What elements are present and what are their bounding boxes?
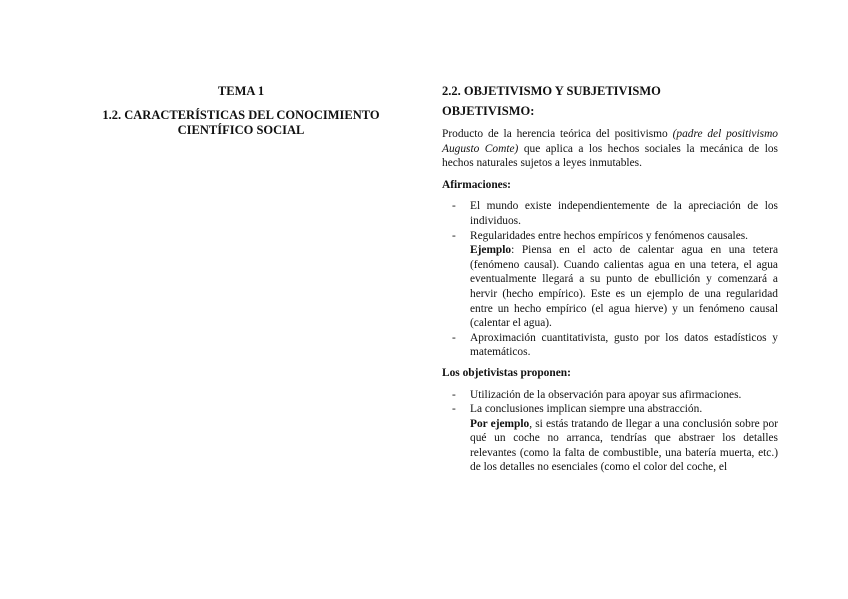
- example-text: : Piensa en el acto de calentar agua en una tetera (fenómeno causal). Cuando calientas agua en una tetera, el agua eventualmente llegará a su punto de ebullición y comenzará a hervir (hecho empírico). Este es un ejemplo de una regularidad entre un hecho empírico (el agua hierve) y un fenómeno causal (calentar el agua).: [470, 244, 778, 330]
- right-column: [442, 84, 778, 481]
- example-label: Por ejemplo: [470, 417, 530, 430]
- list-item: - Regularidades entre hechos empíricos y fenómenos causales.: [452, 229, 749, 242]
- proponen-list: [442, 388, 778, 476]
- list-item: - La conclusiones implican siempre una abstracción.: [452, 403, 703, 416]
- example-paragraph: [442, 417, 778, 475]
- list-item: - Utilización de la observación para apoyar sus afirmaciones.: [452, 388, 742, 401]
- example-text: , si estás tratando de llegar a una conclusión sobre por qué un coche no arranca, tendrías que abstraer los detalles relevantes (como la falta de combustible, una batería muerta, etc.) de los detalles no esenciales (como el color del coche, el: [470, 417, 778, 474]
- example-label: Ejemplo: [470, 244, 512, 257]
- intro-text-a: Producto de la herencia teórica del positivismo: [442, 128, 673, 140]
- subtitle: OBJETIVISMO:: [442, 104, 535, 118]
- proponen-label: Los objetivistas proponen:: [442, 366, 571, 379]
- example-paragraph: [442, 243, 778, 331]
- intro-paragraph: [442, 127, 778, 171]
- list-item: - El mundo existe independientemente de la apreciación de los individuos.: [452, 200, 778, 227]
- section-title: 2.2. OBJETIVISMO Y SUBJETIVISMO: [442, 84, 661, 98]
- list-item: - Aproximación cuantitativista, gusto por los datos estadísticos y matemáticos.: [452, 331, 778, 359]
- dash-marker: -: [452, 403, 456, 416]
- afirmaciones-label: Afirmaciones:: [442, 178, 511, 191]
- left-column: [96, 84, 386, 138]
- intro-text-italic: (padre del positivismo Augusto Comte): [442, 128, 778, 155]
- afirmaciones-list: [442, 199, 778, 360]
- section-heading: 1.2. CARACTERÍSTICAS DEL CONOCIMIENTO CIENTÍFICO SOCIAL: [102, 108, 380, 137]
- dash-marker: -: [452, 388, 456, 401]
- dash-marker: -: [452, 331, 456, 344]
- dash-marker: -: [452, 200, 456, 213]
- dash-marker: -: [452, 229, 456, 242]
- tema-heading: TEMA 1: [217, 84, 265, 98]
- intro-text-c: que aplica a los hechos sociales la mecánica de los hechos naturales sujetos a leyes inmutables.: [442, 142, 778, 170]
